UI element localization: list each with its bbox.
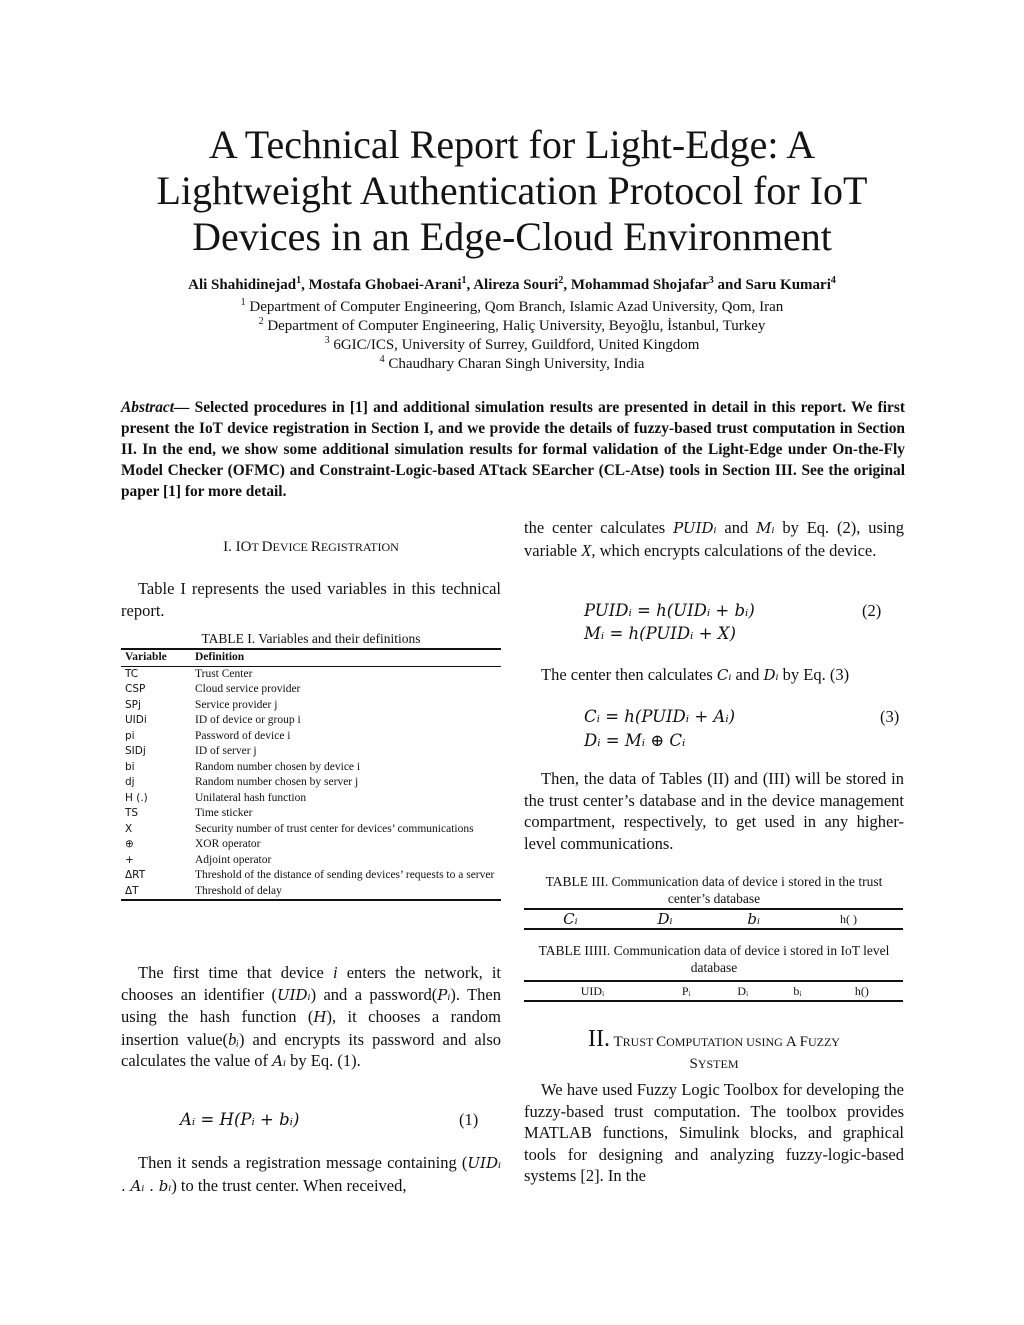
variable-cell: TC xyxy=(125,667,139,680)
definition-cell: Threshold of delay xyxy=(191,884,501,901)
text-run: the center calculates xyxy=(524,518,674,537)
definition-cell: Threshold of the distance of sending devices’ requests to a server xyxy=(195,869,495,881)
text-run: by Eq. (1). xyxy=(286,1051,361,1070)
table-cell: h() xyxy=(821,981,903,1001)
definition-cell: Trust Center xyxy=(195,667,253,680)
section-1-intro: Table I represents the used variables in this technical report. xyxy=(121,579,501,620)
affiliation-text: Department of Computer Engineering, Haliç University, Beyoğlu, İstanbul, Turkey xyxy=(267,318,766,334)
table-row xyxy=(524,909,903,929)
affiliation-sup: 2 xyxy=(258,316,264,327)
heading-part: T xyxy=(613,1034,623,1050)
math-var: Pᵢ xyxy=(437,985,451,1004)
table-row xyxy=(524,981,903,1001)
author-list xyxy=(60,277,964,294)
affiliation-3 xyxy=(60,337,964,354)
table-row xyxy=(121,822,501,838)
equation-1-number: (1) xyxy=(459,1110,479,1129)
text-run: ) and encrypts its password and also calculates the value of xyxy=(121,1029,501,1070)
trust-center-data-table xyxy=(524,908,903,930)
table-row xyxy=(121,837,501,853)
variable-cell: ΔT xyxy=(121,884,191,901)
center-then-paragraph xyxy=(524,664,904,687)
table-row xyxy=(121,868,501,884)
variable-cell: pi xyxy=(125,729,135,742)
table-row xyxy=(121,806,501,822)
definition-cell: XOR operator xyxy=(195,838,261,850)
table-row xyxy=(121,853,501,869)
author-sup: 3 xyxy=(708,275,714,286)
equation-3a: Cᵢ = h(PUIDᵢ + Aᵢ) xyxy=(584,707,736,726)
table-cell: Pᵢ xyxy=(661,981,712,1001)
table-row xyxy=(121,760,501,776)
heading-part: EVICE xyxy=(272,540,311,554)
author-sup: 1 xyxy=(296,275,302,286)
text-run: The first time that device xyxy=(138,963,333,982)
section-1-heading xyxy=(121,539,501,556)
text-run: and xyxy=(731,665,764,684)
equation-3-number: (3) xyxy=(880,707,900,726)
text-run: which encrypts calculations of the device. xyxy=(595,540,877,560)
author-name: Alireza Souri xyxy=(473,277,559,293)
heading-part: YSTEM xyxy=(697,1057,739,1071)
heading-part: I xyxy=(235,539,241,555)
paper-title xyxy=(60,122,964,260)
variables-table xyxy=(121,648,501,901)
variable-cell: + xyxy=(125,853,134,866)
abstract-text: Selected procedures in [1] and additional simulation results are presented in detail in this report. We first present the IoT device registration in Section I, and we provide the details of fuzzy-based trust computation in Section II. In the end, we show some additional simulation results for formal validation of the Light-Edge under On-the-Fly Model Checker (OFMC) and Constraint-Logic-based ATtack SEarcher (CL-Atse) tools in Section III. See the original paper [1] for more detail. xyxy=(121,399,905,500)
author-name: Mohammad Shojafar xyxy=(570,277,709,293)
heading-part: O xyxy=(240,539,252,555)
definition-cell: Service provider j xyxy=(195,698,278,711)
table-header-row xyxy=(121,649,501,666)
math-var: PUIDᵢ xyxy=(673,519,717,537)
table-3-caption: TABLE III. Communication data of device i stored in the trust center’s database xyxy=(545,874,883,906)
center-calculation-paragraph xyxy=(524,517,904,561)
text-run: and xyxy=(716,518,757,537)
variable-cell: H (.) xyxy=(125,791,148,804)
equation-2-number: (2) xyxy=(862,601,882,620)
section-number: I. xyxy=(223,539,232,555)
heading-part: T xyxy=(251,540,262,554)
title-line-1: A Technical Report for Light-Edge: A xyxy=(208,122,816,167)
affiliation-4 xyxy=(60,356,964,373)
text-run: The center then calculates xyxy=(541,665,717,684)
definition-cell: Random number chosen by server j xyxy=(195,776,359,788)
text-run: ) to the trust center. When received, xyxy=(171,1175,407,1195)
author-sep: , xyxy=(563,277,571,293)
affiliation-sup: 1 xyxy=(240,297,246,308)
variable-cell: SPj xyxy=(125,698,141,711)
fuzzy-toolbox-paragraph: We have used Fuzzy Logic Toolbox for developing the fuzzy-based trust computation. The toolbox provides MATLAB functions, Simulink blocks, and graphical tools for designing and analyzing fuzzy-logic-based systems [2]. In the xyxy=(524,1080,904,1185)
author-sup: 4 xyxy=(830,275,836,286)
table-row xyxy=(121,791,501,807)
author-sup: 2 xyxy=(558,275,564,286)
author-sup: 1 xyxy=(461,275,467,286)
section-2-heading xyxy=(524,1028,904,1075)
affiliation-sup: 4 xyxy=(379,354,385,365)
heading-part: RUST xyxy=(622,1035,657,1049)
variable-cell: dj xyxy=(125,776,135,788)
definition-cell: Security number of trust center for devices’ communications xyxy=(195,822,474,835)
variable-cell: TS xyxy=(125,807,139,819)
affiliation-2 xyxy=(60,318,964,335)
text-run: ), it chooses a random insertion value( xyxy=(121,1007,501,1049)
heading-part: OMPUTATION USING xyxy=(666,1035,786,1049)
heading-part: C xyxy=(656,1034,667,1050)
math-var: Cᵢ xyxy=(716,666,732,684)
table-cell: bᵢ xyxy=(774,981,821,1001)
text-run: ) and a password( xyxy=(310,984,438,1004)
text-run: by Eq. (2), using variable xyxy=(524,518,905,560)
table-row xyxy=(121,729,501,745)
heading-part: D xyxy=(261,539,273,555)
author-sep: , xyxy=(301,277,309,293)
author-name: Ali Shahidinejad xyxy=(188,277,297,293)
equation-3b: Dᵢ = Mᵢ ⊕ Cᵢ xyxy=(584,731,686,750)
table-cell: Cᵢ xyxy=(524,909,617,929)
variable-cell: X xyxy=(125,822,133,835)
author-sep: , xyxy=(466,277,474,293)
math-var: Aᵢ xyxy=(272,1052,287,1070)
iot-level-data-table xyxy=(524,980,903,1002)
variable-cell: SIDj xyxy=(125,745,146,757)
definition-cell: Adjoint operator xyxy=(195,853,272,866)
column-header-definition: Definition xyxy=(191,649,501,666)
math-var: UIDᵢ xyxy=(276,985,311,1004)
definition-cell: Cloud service provider xyxy=(195,683,301,695)
author-and: and xyxy=(713,277,746,293)
text-run: by Eq. (3) xyxy=(778,665,850,684)
table-row xyxy=(121,682,501,698)
table-cell: Dᵢ xyxy=(617,909,713,929)
definition-cell: ID of server j xyxy=(195,745,257,757)
table-row xyxy=(121,775,501,791)
affiliation-text: 6GIC/ICS, University of Surrey, Guildford, United Kingdom xyxy=(333,337,700,353)
math-var: i xyxy=(332,963,338,982)
abstract-label: Abstract— xyxy=(121,399,190,416)
table-row xyxy=(121,698,501,714)
table-cell: UIDᵢ xyxy=(524,981,661,1001)
variable-cell: ΔRT xyxy=(125,869,146,881)
section-number: II. xyxy=(588,1026,610,1052)
heading-part: EGISTRATION xyxy=(320,540,399,554)
table-cell: h( ) xyxy=(794,909,903,929)
math-var: H xyxy=(313,1008,327,1026)
definition-cell: Unilateral hash function xyxy=(195,791,307,804)
math-var: Mᵢ xyxy=(756,519,775,537)
math-var: X, xyxy=(581,540,596,560)
affiliation-sup: 3 xyxy=(324,335,330,346)
heading-part: UZZY xyxy=(807,1035,840,1049)
affiliation-1 xyxy=(60,299,964,316)
table-1-caption: TABLE I. Variables and their definitions xyxy=(201,631,421,646)
title-line-3: Devices in an Edge-Cloud Environment xyxy=(192,214,832,259)
author-name: Saru Kumari xyxy=(745,277,831,293)
math-var: bᵢ xyxy=(228,1029,239,1049)
table-cell: Dᵢ xyxy=(712,981,774,1001)
equation-2b: Mᵢ = h(PUIDᵢ + X) xyxy=(584,624,736,643)
text-run: enters the network, it chooses an identifier ( xyxy=(121,963,501,1004)
definition-cell: ID of device or group i xyxy=(195,714,301,726)
variable-cell: ⊕ xyxy=(125,838,134,850)
definition-cell: Random number chosen by device i xyxy=(195,760,361,773)
heading-part: A F xyxy=(785,1034,808,1050)
registration-paragraph xyxy=(121,962,501,1073)
variable-cell: bi xyxy=(125,760,135,773)
tables-storage-paragraph: Then, the data of Tables (II) and (III) will be stored in the trust center’s database and in the device management compartment, respectively, to get used in any higher-level communications. xyxy=(524,769,904,853)
title-line-2: Lightweight Authentication Protocol for IoT xyxy=(156,168,868,213)
affiliation-text: Chaudhary Charan Singh University, India xyxy=(388,356,645,372)
abstract xyxy=(121,397,905,502)
heading-part: R xyxy=(310,539,321,555)
table-cell: bᵢ xyxy=(713,909,794,929)
author-name: Mostafa Ghobaei-Arani xyxy=(308,277,462,293)
table-4-caption: TABLE IIIII. Communication data of device i stored in IoT level database xyxy=(538,943,890,975)
math-var: Dᵢ xyxy=(763,666,779,684)
text-run: ). Then using the hash function ( xyxy=(121,984,501,1026)
table-row xyxy=(121,666,501,682)
heading-part: S xyxy=(689,1056,698,1072)
table-row xyxy=(121,713,501,729)
definition-cell: Password of device i xyxy=(195,729,291,742)
registration-message-paragraph xyxy=(121,1152,501,1197)
variable-cell: UIDi xyxy=(125,714,147,726)
text-run: Then it sends a registration message containing ( xyxy=(138,1153,468,1172)
column-header-variable: Variable xyxy=(121,649,191,666)
variable-cell: CSP xyxy=(125,683,146,695)
table-row xyxy=(121,744,501,760)
table-row xyxy=(121,884,501,901)
equation-2a: PUIDᵢ = h(UIDᵢ + bᵢ) xyxy=(584,601,755,620)
math-var: UIDᵢ . Aᵢ . bᵢ xyxy=(121,1154,501,1195)
affiliation-text: Department of Computer Engineering, Qom Branch, Islamic Azad University, Qom, Iran xyxy=(249,299,784,315)
definition-cell: Time sticker xyxy=(195,807,253,819)
equation-1: Aᵢ = H(Pᵢ + bᵢ) xyxy=(180,1110,300,1129)
